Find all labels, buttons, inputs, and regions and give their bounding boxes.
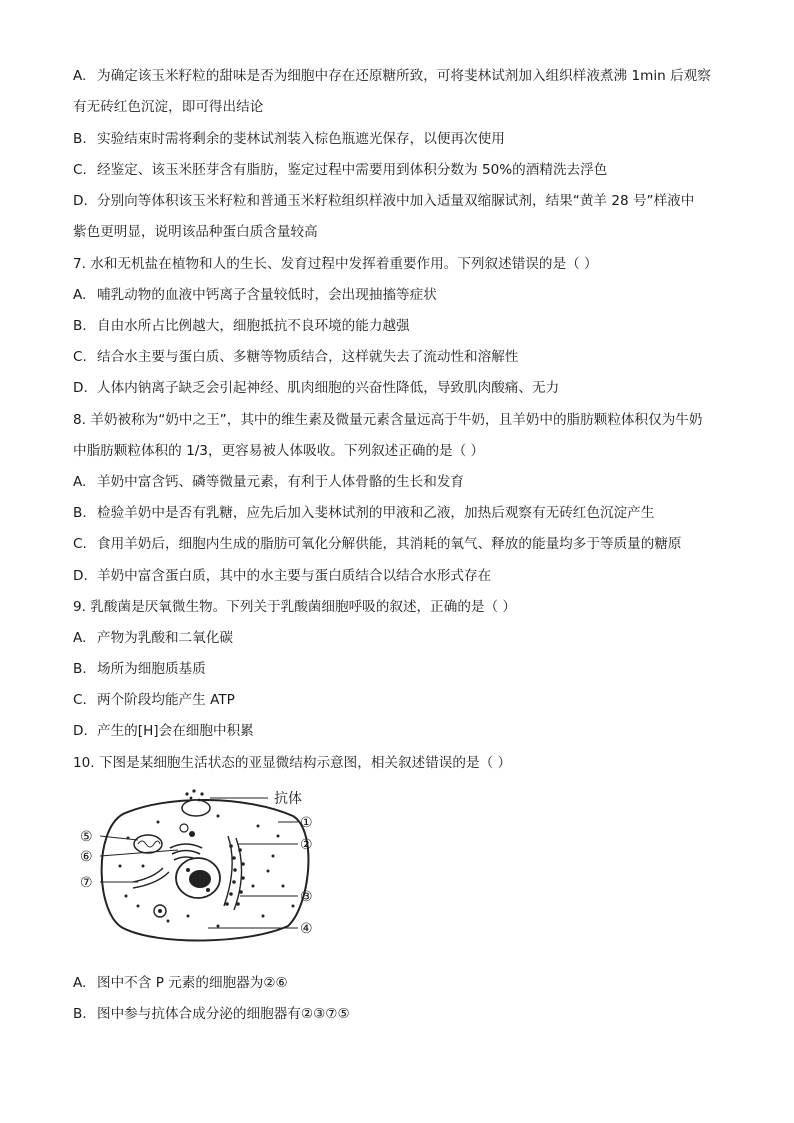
q8-stem-line1: 8. 羊奶被称为“奶中之王”，其中的维生素及微量元素含量远高于牛奶，且羊奶中的脂肪颗粒体积仅为牛奶	[73, 412, 703, 428]
q10-option-b: B. 图中参与抗体合成分泌的细胞器有②③⑦⑤	[73, 1006, 350, 1022]
q8-option-c: C. 食用羊奶后，细胞内生成的脂肪可氧化分解供能，其消耗的氧气、释放的能量均多于等质量的糖原	[73, 536, 682, 552]
q6-option-a-line2: 有无砖红色沉淀，即可得出结论	[73, 99, 264, 115]
q6-option-c: C. 经鉴定、该玉米胚芽含有脂肪，鉴定过程中需要用到体积分数为 50%的酒精洗去浮色	[73, 162, 608, 178]
label-1: ①	[300, 815, 313, 831]
q9-option-a: A. 产物为乳酸和二氧化碳	[73, 630, 233, 646]
q8-stem-line2: 中脂肪颗粒体积的 1/3，更容易被人体吸收。下列叙述正确的是（ ）	[73, 443, 485, 459]
label-6: ⑥	[80, 849, 93, 865]
q7-stem: 7. 水和无机盐在植物和人的生长、发育过程中发挥着重要作用。下列叙述错误的是（ ）	[73, 256, 598, 272]
q8-option-d: D. 羊奶中富含蛋白质，其中的水主要与蛋白质结合以结合水形式存在	[73, 568, 492, 584]
q9-stem: 9. 乳酸菌是厌氧微生物。下列关于乳酸菌细胞呼吸的叙述，正确的是（ ）	[73, 599, 517, 615]
label-7: ⑦	[80, 875, 93, 891]
q9-option-c: C. 两个阶段均能产生 ATP	[73, 692, 235, 708]
q6-option-d-line2: 紫色更明显，说明该品种蛋白质含量较高	[73, 224, 318, 240]
q8-option-b: B. 检验羊奶中是否有乳糖，应先后加入斐林试剂的甲液和乙液，加热后观察有无砖红色沉淀产生	[73, 505, 655, 521]
label-4: ④	[300, 921, 313, 937]
label-5: ⑤	[80, 829, 93, 845]
label-antibody: 抗体	[274, 791, 302, 807]
label-3: ③	[300, 889, 313, 905]
q6-option-a-line1: A. 为确定该玉米籽粒的甜味是否为细胞中存在还原糖所致，可将斐林试剂加入组织样液煮沸 1min 后观察	[73, 68, 711, 84]
q10-option-a: A. 图中不含 P 元素的细胞器为②⑥	[73, 975, 288, 991]
q6-option-b: B. 实验结束时需将剩余的斐林试剂装入棕色瓶遮光保存，以便再次使用	[73, 131, 505, 147]
q7-option-b: B. 自由水所占比例越大，细胞抵抗不良环境的能力越强	[73, 318, 410, 334]
cell-structure-diagram	[78, 786, 340, 946]
q9-option-d: D. 产生的[H]会在细胞中积累	[73, 723, 254, 739]
q7-option-c: C. 结合水主要与蛋白质、多糖等物质结合，这样就失去了流动性和溶解性	[73, 349, 519, 365]
q8-option-a: A. 羊奶中富含钙、磷等微量元素，有利于人体骨骼的生长和发育	[73, 474, 465, 490]
label-2: ②	[300, 837, 313, 853]
q6-option-d-line1: D. 分别向等体积该玉米籽粒和普通玉米籽粒组织样液中加入适量双缩脲试剂，结果“黄羊 28 号”样液中	[73, 193, 695, 209]
q10-stem: 10. 下图是某细胞生活状态的亚显微结构示意图，相关叙述错误的是（ ）	[73, 755, 512, 771]
q7-option-a: A. 哺乳动物的血液中钙离子含量较低时，会出现抽搐等症状	[73, 287, 437, 303]
q9-option-b: B. 场所为细胞质基质	[73, 661, 206, 677]
q7-option-d: D. 人体内钠离子缺乏会引起神经、肌肉细胞的兴奋性降低，导致肌肉酸痛、无力	[73, 380, 560, 396]
